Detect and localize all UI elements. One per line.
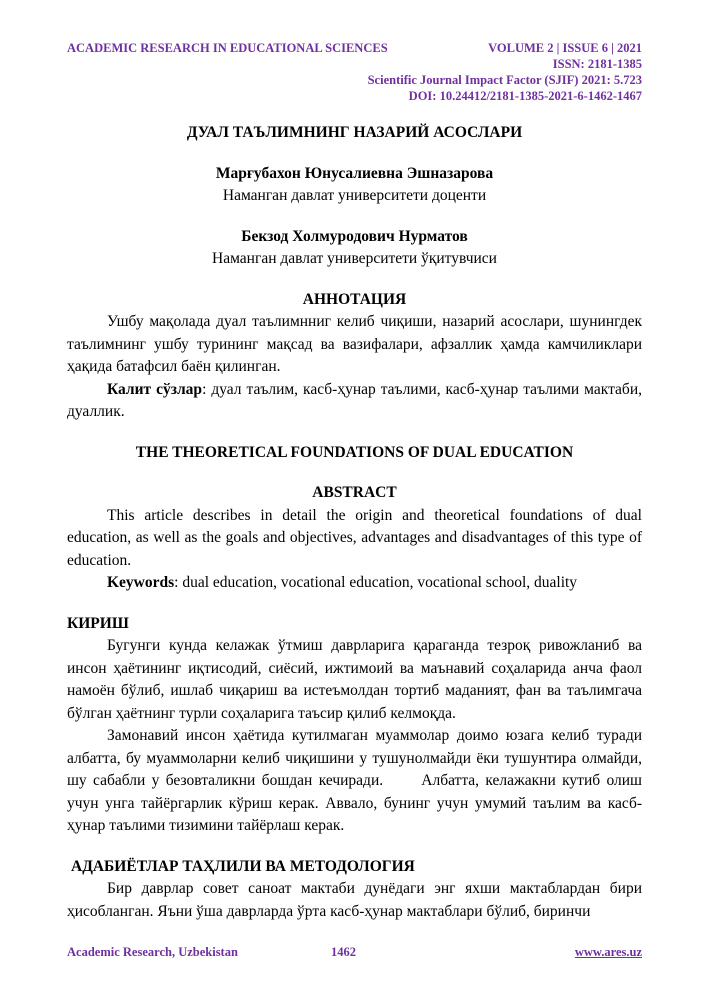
keywords-uz: : дуал таълим, касб-ҳунар таълими, касб-ҳунар таълими мактаби, дуаллик. <box>67 380 642 420</box>
annotation-heading: АННОТАЦИЯ <box>302 290 407 308</box>
article-body <box>67 122 646 923</box>
issn: ISSN: 2181-1385 <box>552 57 642 71</box>
keywords-label-en: Keywords <box>107 574 175 591</box>
volume-info: VOLUME 2 | ISSUE 6 | 2021 <box>488 41 642 55</box>
title-uz: ДУАЛ ТАЪЛИМНИНГ НАЗАРИЙ АСОСЛАРИ <box>186 124 523 141</box>
intro-heading: КИРИШ <box>67 614 129 632</box>
page-footer <box>67 945 642 960</box>
footer-left: Academic Research, Uzbekistan <box>67 945 238 959</box>
author-1-name: Марғубахон Юнусалиевна Эшназарова <box>215 164 494 182</box>
intro-paragraph-1: Бугунги кунда келажак ўтмиш даврларига қараганда тезроқ ривожланиб ва инсон ҳаётининг иқтисодий, сиёсий, ижтимоий ва маънавий соҳаларида анча фаол намоён бўлиб, ишлаб чиқариш ва истеъмолдан тортиб маданият, фан ва таълимгача бўлган ҳаётнинг турли соҳаларига таъсир қилиб келмоқда. <box>67 637 642 722</box>
abstract-keywords <box>67 572 642 595</box>
annotation-text: Ушбу мақолада дуал таълимнниг келиб чиқиши, назарий асослари, шунингдек таълимнинг ушбу турининг мақсад ва вазифалари, афзаллик ҳамда камчиликлари ҳақида батафсил баён қилинган. <box>67 313 642 375</box>
annotation-keywords <box>67 379 642 424</box>
keywords-en: : dual education, vocational education, vocational school, duality <box>174 574 578 591</box>
abstract-heading: ABSTRACT <box>312 484 397 501</box>
journal-header <box>67 40 642 104</box>
journal-name: ACADEMIC RESEARCH IN EDUCATIONAL SCIENCES <box>67 41 388 55</box>
footer-link[interactable]: www.ares.uz <box>574 945 642 959</box>
literature-heading: АДАБИЁТЛАР ТАҲЛИЛИ ВА МЕТОДОЛОГИЯ <box>71 857 415 875</box>
author-1-affiliation: Наманган давлат университети доценти <box>222 187 487 204</box>
literature-paragraph-1: Бир даврлар совет саноат мактаби дунёдаги энг яхши мактаблардан бири ҳисобланган. Яъни ўша даврларда ўрта касб-ҳунар мактаблари бўлиб, биринчи <box>67 880 642 920</box>
page-number: 1462 <box>331 945 356 959</box>
intro-paragraph-2: Замонавий инсон ҳаётида кутилмаган муаммолар доимо юзага келиб туради албатта, бу муаммоларни келиб чиқишини у тушунолмайди ёки тушунтира олмайди, шу сабабли у безовталикни бошдан кечиради. Албатта, келажакни кутиб олиш учун унга тайёргарлик кўриш керак. Аввало, бунинг учун умумий таълим ва касб-ҳунар таълими тизимини тайёрлаш керак. <box>67 727 646 834</box>
title-en: THE THEORETICAL FOUNDATIONS OF DUAL EDUCATION <box>135 443 574 461</box>
keywords-label-uz: Калит сўзлар <box>107 380 203 398</box>
abstract-text: This article describes in detail the origin and theoretical foundations of dual education, as well as the goals and objectives, advantages and disadvantages of this type of education. <box>67 506 642 569</box>
sjif: Scientific Journal Impact Factor (SJIF) 2021: 5.723 <box>367 73 642 87</box>
author-2-name: Бекзод Холмуродович Нурматов <box>241 227 468 245</box>
doi: DOI: 10.24412/2181-1385-2021-6-1462-1467 <box>408 89 642 103</box>
author-2-affiliation: Наманган давлат университети ўқитувчиси <box>212 250 497 267</box>
